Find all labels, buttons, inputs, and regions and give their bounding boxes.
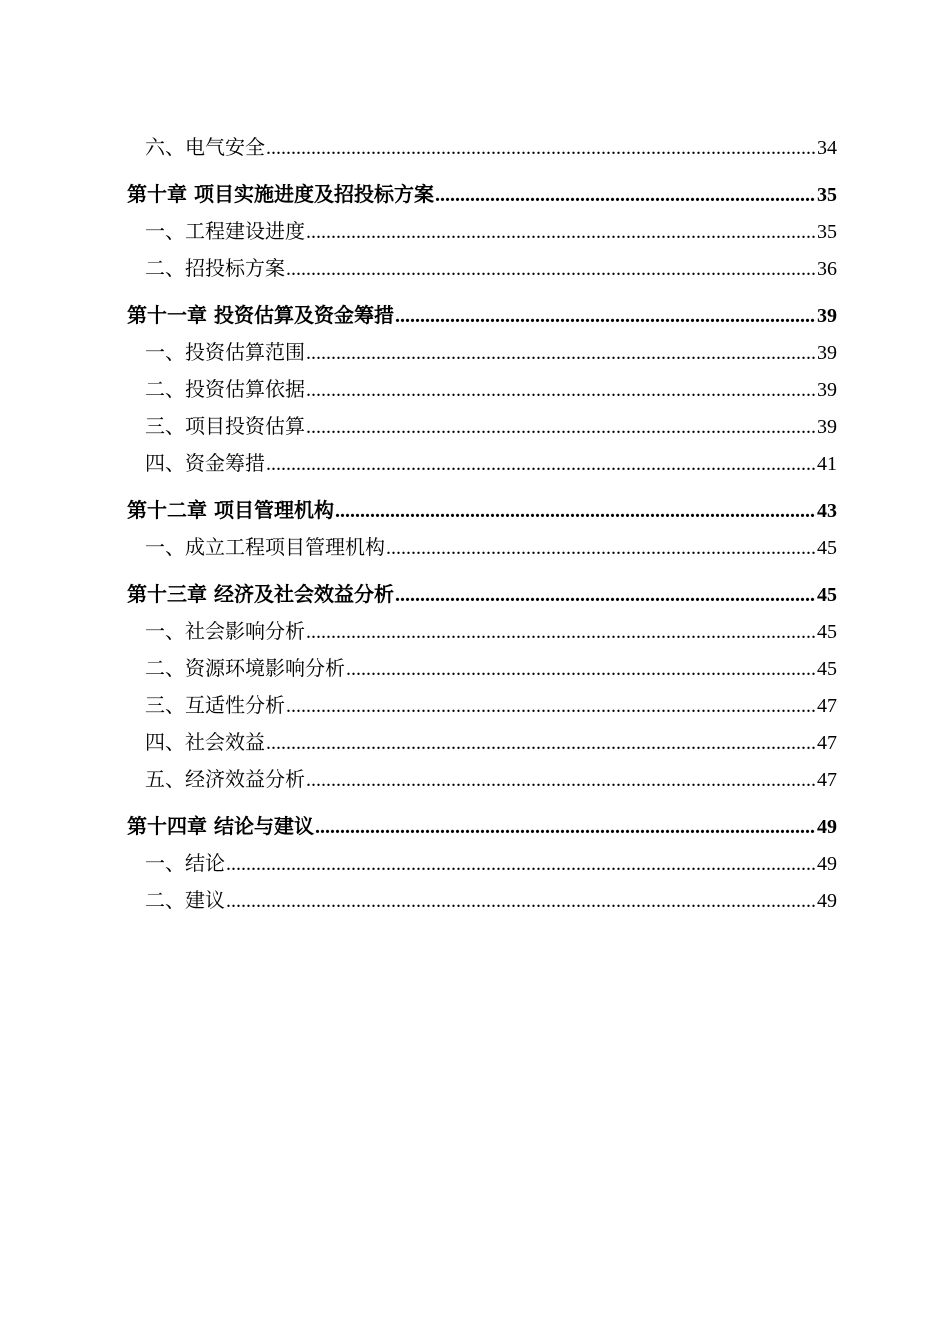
toc-page-number: 45 bbox=[817, 537, 837, 559]
toc-entry-title: 三、项目投资估算 bbox=[145, 414, 305, 438]
toc-page-number: 39 bbox=[817, 416, 837, 438]
toc-page-number: 45 bbox=[817, 621, 837, 643]
toc-entry-title: 一、社会影响分析 bbox=[145, 619, 305, 643]
toc-section-entry[interactable] bbox=[127, 650, 837, 687]
toc-dot-leader bbox=[306, 335, 816, 371]
toc-dot-leader bbox=[266, 130, 816, 166]
toc-page-number: 39 bbox=[817, 342, 837, 364]
toc-dot-leader bbox=[226, 846, 816, 882]
toc-section-entry[interactable] bbox=[127, 408, 837, 445]
toc-chapter-entry[interactable] bbox=[127, 576, 837, 613]
toc-dot-leader bbox=[306, 214, 816, 250]
toc-entry-title: 第十一章 投资估算及资金筹措 bbox=[127, 303, 394, 327]
toc-page-number: 45 bbox=[817, 584, 837, 606]
toc-entry-title: 第十四章 结论与建议 bbox=[127, 814, 314, 838]
toc-entry-title: 三、互适性分析 bbox=[145, 693, 285, 717]
toc-dot-leader bbox=[286, 688, 816, 724]
toc-section-entry[interactable] bbox=[127, 845, 837, 882]
toc-page-number: 39 bbox=[817, 379, 837, 401]
toc-entry-title: 第十三章 经济及社会效益分析 bbox=[127, 582, 394, 606]
toc-entry-title: 四、资金筹措 bbox=[145, 451, 265, 475]
toc-page-number: 47 bbox=[817, 695, 837, 717]
toc-page-number: 39 bbox=[817, 305, 837, 327]
toc-section-entry[interactable] bbox=[127, 445, 837, 482]
toc-entry-title: 一、投资估算范围 bbox=[145, 340, 305, 364]
table-of-contents bbox=[127, 129, 837, 919]
toc-page-number: 49 bbox=[817, 890, 837, 912]
toc-section-entry[interactable] bbox=[127, 724, 837, 761]
toc-entry-title: 六、电气安全 bbox=[145, 135, 265, 159]
toc-chapter-entry[interactable] bbox=[127, 492, 837, 529]
toc-section-entry[interactable] bbox=[127, 213, 837, 250]
toc-entry-title: 二、建议 bbox=[145, 888, 225, 912]
toc-section-entry[interactable] bbox=[127, 882, 837, 919]
toc-dot-leader bbox=[306, 762, 816, 798]
toc-section-entry[interactable] bbox=[127, 761, 837, 798]
toc-entry-title: 第十二章 项目管理机构 bbox=[127, 498, 334, 522]
toc-entry-title: 一、成立工程项目管理机构 bbox=[145, 535, 385, 559]
toc-page-number: 47 bbox=[817, 732, 837, 754]
toc-page-number: 47 bbox=[817, 769, 837, 791]
toc-page-number: 49 bbox=[817, 816, 837, 838]
toc-dot-leader bbox=[266, 725, 816, 761]
toc-page-number: 45 bbox=[817, 658, 837, 680]
toc-dot-leader bbox=[335, 493, 816, 529]
toc-dot-leader bbox=[395, 298, 816, 334]
toc-entry-title: 一、结论 bbox=[145, 851, 225, 875]
toc-section-entry[interactable] bbox=[127, 687, 837, 724]
toc-section-entry[interactable] bbox=[127, 371, 837, 408]
toc-dot-leader bbox=[286, 251, 816, 287]
toc-section-entry[interactable] bbox=[127, 129, 837, 166]
toc-entry-title: 一、工程建设进度 bbox=[145, 219, 305, 243]
toc-dot-leader bbox=[386, 530, 816, 566]
toc-entry-title: 第十章 项目实施进度及招投标方案 bbox=[127, 182, 434, 206]
toc-dot-leader bbox=[226, 883, 816, 919]
toc-section-entry[interactable] bbox=[127, 613, 837, 650]
toc-dot-leader bbox=[435, 177, 816, 213]
toc-dot-leader bbox=[395, 577, 816, 613]
toc-page-number: 34 bbox=[817, 137, 837, 159]
toc-chapter-entry[interactable] bbox=[127, 808, 837, 845]
toc-dot-leader bbox=[306, 372, 816, 408]
toc-section-entry[interactable] bbox=[127, 250, 837, 287]
toc-dot-leader bbox=[306, 614, 816, 650]
toc-section-entry[interactable] bbox=[127, 529, 837, 566]
toc-page-number: 43 bbox=[817, 500, 837, 522]
toc-entry-title: 二、招投标方案 bbox=[145, 256, 285, 280]
toc-chapter-entry[interactable] bbox=[127, 297, 837, 334]
toc-page-number: 36 bbox=[817, 258, 837, 280]
toc-section-entry[interactable] bbox=[127, 334, 837, 371]
toc-dot-leader bbox=[266, 446, 816, 482]
toc-page-number: 35 bbox=[817, 221, 837, 243]
toc-dot-leader bbox=[306, 409, 816, 445]
toc-dot-leader bbox=[346, 651, 816, 687]
toc-entry-title: 二、资源环境影响分析 bbox=[145, 656, 345, 680]
toc-page-number: 41 bbox=[817, 453, 837, 475]
toc-chapter-entry[interactable] bbox=[127, 176, 837, 213]
toc-entry-title: 五、经济效益分析 bbox=[145, 767, 305, 791]
toc-page-number: 49 bbox=[817, 853, 837, 875]
toc-dot-leader bbox=[315, 809, 816, 845]
toc-page-number: 35 bbox=[817, 184, 837, 206]
toc-entry-title: 二、投资估算依据 bbox=[145, 377, 305, 401]
toc-entry-title: 四、社会效益 bbox=[145, 730, 265, 754]
